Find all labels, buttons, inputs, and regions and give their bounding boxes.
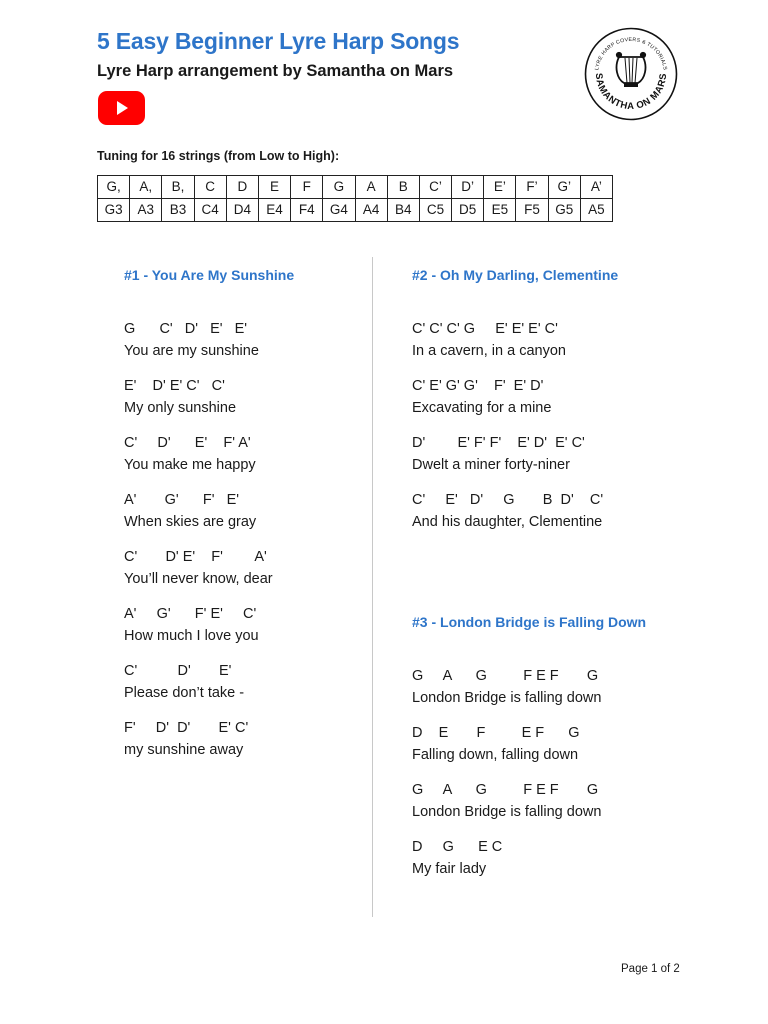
tuning-pitch-cell: B4	[387, 199, 419, 222]
note-line: G C' D' E' E'	[124, 321, 248, 337]
song-line	[124, 490, 294, 547]
samantha-on-mars-logo	[584, 27, 678, 121]
note-line: G A G F E F G	[412, 782, 599, 798]
lyric-line: You are my sunshine	[124, 343, 259, 359]
note-line: F' D' D' E' C'	[124, 720, 249, 736]
note-line: C' D' E' F' A'	[124, 435, 251, 451]
tuning-note-cell: G’	[548, 176, 580, 199]
youtube-play-icon[interactable]	[98, 91, 145, 125]
tuning-pitch-cell: G5	[548, 199, 580, 222]
song-line	[412, 837, 646, 894]
tuning-note-cell: A,	[130, 176, 162, 199]
song-line	[412, 433, 618, 490]
tuning-note-cell: A	[355, 176, 387, 199]
song-line	[412, 490, 618, 547]
note-line: A' G' F' E' C'	[124, 606, 257, 622]
tuning-label: Tuning for 16 strings (from Low to High):	[97, 149, 340, 163]
lyric-line: You make me happy	[124, 457, 256, 473]
note-line: D' E' F' F' E' D' E' C'	[412, 435, 585, 451]
song-line	[124, 319, 294, 376]
youtube-play-glyph	[98, 91, 145, 125]
logo-ring-text-main: SAMANTHA ON MARS	[592, 72, 670, 113]
tuning-pitch-cell: D5	[452, 199, 484, 222]
lyric-line: Falling down, falling down	[412, 747, 579, 763]
song-line	[412, 376, 618, 433]
tuning-pitch-cell: A3	[130, 199, 162, 222]
lyric-line: How much I love you	[124, 628, 259, 644]
tuning-note-cell: A’	[580, 176, 612, 199]
tuning-pitch-cell: A4	[355, 199, 387, 222]
tuning-pitch-cell: G4	[323, 199, 355, 222]
song-line	[412, 666, 646, 723]
lyric-line: Dwelt a miner forty-niner	[412, 457, 570, 473]
lyric-line: Please don’t take -	[124, 685, 245, 701]
song-lines	[124, 319, 294, 775]
lyric-line: My fair lady	[412, 861, 487, 877]
lyric-line: When skies are gray	[124, 514, 257, 530]
tuning-note-cell: C	[194, 176, 226, 199]
tuning-pitch-cell: D4	[226, 199, 258, 222]
note-line: C' C' C' G E' E' E' C'	[412, 321, 558, 337]
tuning-pitch-cell: C5	[419, 199, 451, 222]
song-line	[124, 718, 294, 775]
column-divider	[372, 257, 373, 917]
song-line	[124, 376, 294, 433]
tuning-pitches-row	[98, 199, 613, 222]
note-line: D E F E F G	[412, 725, 580, 741]
song-lines	[412, 666, 646, 894]
song-line	[124, 433, 294, 490]
tuning-note-cell: D’	[452, 176, 484, 199]
note-line: A' G' F' E'	[124, 492, 240, 508]
tuning-note-cell: B	[387, 176, 419, 199]
lyric-line: London Bridge is falling down	[412, 690, 602, 706]
tuning-pitch-cell: E4	[258, 199, 290, 222]
note-line: E' D' E' C' C'	[124, 378, 225, 394]
song-line	[124, 547, 294, 604]
lyric-line: In a cavern, in a canyon	[412, 343, 566, 359]
tuning-pitch-cell: A5	[580, 199, 612, 222]
tuning-notes-row	[98, 176, 613, 199]
song-london-bridge	[412, 612, 646, 894]
tuning-pitch-cell: G3	[98, 199, 130, 222]
document-subtitle: Lyre Harp arrangement by Samantha on Mars	[97, 62, 454, 80]
song-oh-my-darling-clementine	[412, 265, 618, 547]
song-line	[412, 723, 646, 780]
tuning-pitch-cell: B3	[162, 199, 194, 222]
lyre-harp-icon	[584, 27, 678, 121]
song-title: #3 - London Bridge is Falling Down	[412, 614, 647, 630]
note-line: G A G F E F G	[412, 668, 599, 684]
tuning-note-cell: F	[291, 176, 323, 199]
logo-ring-text-top: LYRE HARP COVERS & TUTORIALS	[594, 36, 668, 71]
tuning-pitch-cell: F4	[291, 199, 323, 222]
song-line	[412, 319, 618, 376]
song-line	[124, 604, 294, 661]
tuning-note-cell: G	[323, 176, 355, 199]
lyric-line: You’ll never know, dear	[124, 571, 273, 587]
song-title: #2 - Oh My Darling, Clementine	[412, 267, 619, 283]
song-title: #1 - You Are My Sunshine	[124, 267, 295, 283]
tuning-note-cell: G,	[98, 176, 130, 199]
note-line: C' E' G' G' F' E' D'	[412, 378, 544, 394]
note-line: C' D' E'	[124, 663, 232, 679]
document-title: 5 Easy Beginner Lyre Harp Songs	[97, 28, 460, 54]
song-line	[124, 661, 294, 718]
song-lines	[412, 319, 618, 547]
lyric-line: London Bridge is falling down	[412, 804, 602, 820]
tuning-note-cell: E	[258, 176, 290, 199]
note-line: C' D' E' F' A'	[124, 549, 267, 565]
tuning-pitch-cell: C4	[194, 199, 226, 222]
song-you-are-my-sunshine	[124, 265, 294, 775]
song-line	[412, 780, 646, 837]
tuning-note-cell: B,	[162, 176, 194, 199]
tuning-pitch-cell: F5	[516, 199, 548, 222]
tuning-note-cell: F’	[516, 176, 548, 199]
tuning-table	[97, 175, 613, 222]
page-number: Page 1 of 2	[621, 963, 680, 975]
note-line: D G E C	[412, 839, 503, 855]
lyric-line: My only sunshine	[124, 400, 237, 416]
tuning-note-cell: D	[226, 176, 258, 199]
tuning-note-cell: E’	[484, 176, 516, 199]
tuning-note-cell: C’	[419, 176, 451, 199]
lyric-line: Excavating for a mine	[412, 400, 552, 416]
note-line: C' E' D' G B D' C'	[412, 492, 604, 508]
tuning-pitch-cell: E5	[484, 199, 516, 222]
lyric-line: And his daughter, Clementine	[412, 514, 603, 530]
lyric-line: my sunshine away	[124, 742, 244, 758]
